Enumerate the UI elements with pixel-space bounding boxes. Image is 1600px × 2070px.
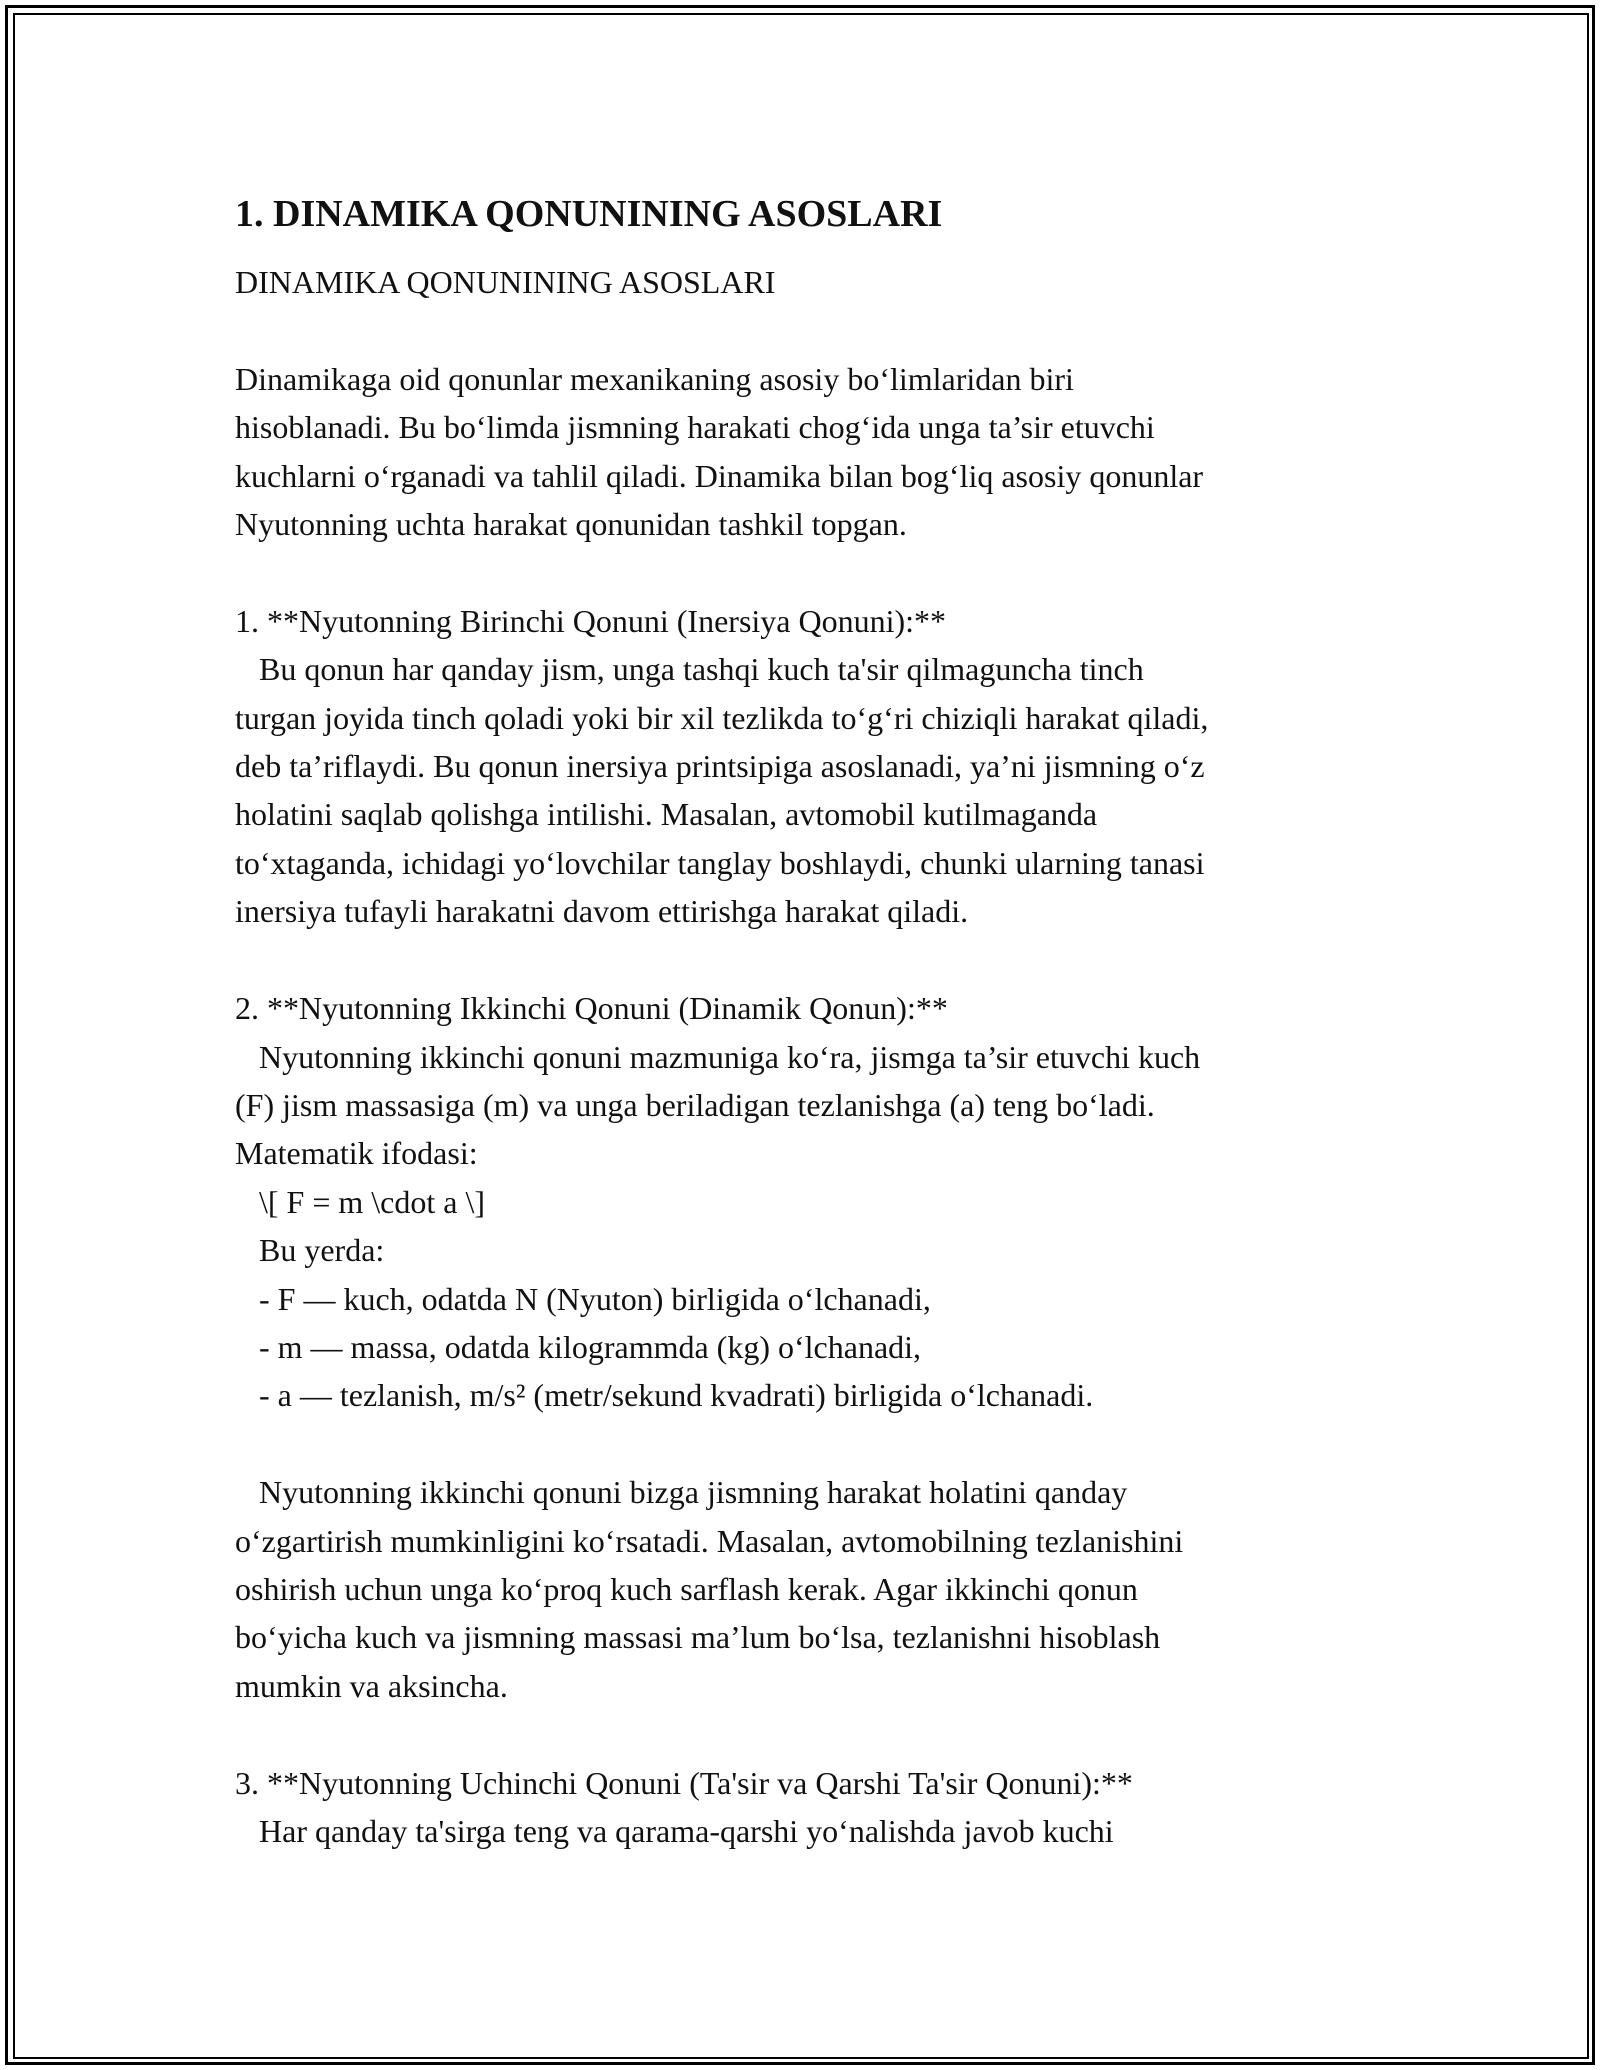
document-content <box>235 186 1415 1855</box>
document-heading: 1. DINAMIKA QONUNINING ASOSLARI <box>235 193 943 235</box>
document-body: DINAMIKA QONUNINING ASOSLARI Dinamikaga oid qonunlar mexanikaning asosiy bo‘limlaridan biri hisoblanadi. Bu bo‘limda jismning harakati chog‘ida unga ta’sir etuvchi kuchlarni o‘rganadi va tahlil qiladi. Dinamika bilan bog‘liq asosiy qonunlar Nyutonning uchta harakat qonunidan tashkil topgan. 1. **Nyutonning Birinchi Qonuni (Inersiya Qonuni):** Bu qonun har qanday jism, unga tashqi kuch ta'sir qilmaguncha tinch turgan joyida tinch qoladi yoki bir xil tezlikda to‘g‘ri chiziqli harakat qiladi, deb ta’riflaydi. Bu qonun inersiya printsipiga asoslanadi, ya’ni jismning o‘z holatini saqlab qolishga intilishi. Masalan, avtomobil kutilmaganda to‘xtaganda, ichidagi yo‘lovchilar tanglay boshlaydi, chunki ularning tanasi inersiya tufayli harakatni davom ettirishga harakat qiladi. 2. **Nyutonning Ikkinchi Qonuni (Dinamik Qonun):** Nyutonning ikkinchi qonuni mazmuniga ko‘ra, jismga ta’sir etuvchi kuch (F) jism massasiga (m) va unga beriladigan tezlanishga (a) teng bo‘ladi. Matematik ifodasi: \[ F = m \cdot a \] Bu yerda: - F — kuch, odatda N (Nyuton) birligida o‘lchanadi, - m — massa, odatda kilogrammda (kg) o‘lchanadi, - a — tezlanish, m/s² (metr/sekund kvadrati) birligida o‘lchanadi. Nyutonning ikkinchi qonuni bizga jismning harakat holatini qanday o‘zgartirish mumkinligini ko‘rsatadi. Masalan, avtomobilning tezlanishini oshirish uchun unga ko‘proq kuch sarflash kerak. Agar ikkinchi qonun bo‘yicha kuch va jismning massasi ma’lum bo‘lsa, tezlanishni hisoblash mumkin va aksincha. 3. **Nyutonning Uchinchi Qonuni (Ta'sir va Qarshi Ta'sir Qonuni):** Har qanday ta'sirga teng va qarama-qarshi yo‘nalishda javob kuchi <box>235 264 1209 1849</box>
